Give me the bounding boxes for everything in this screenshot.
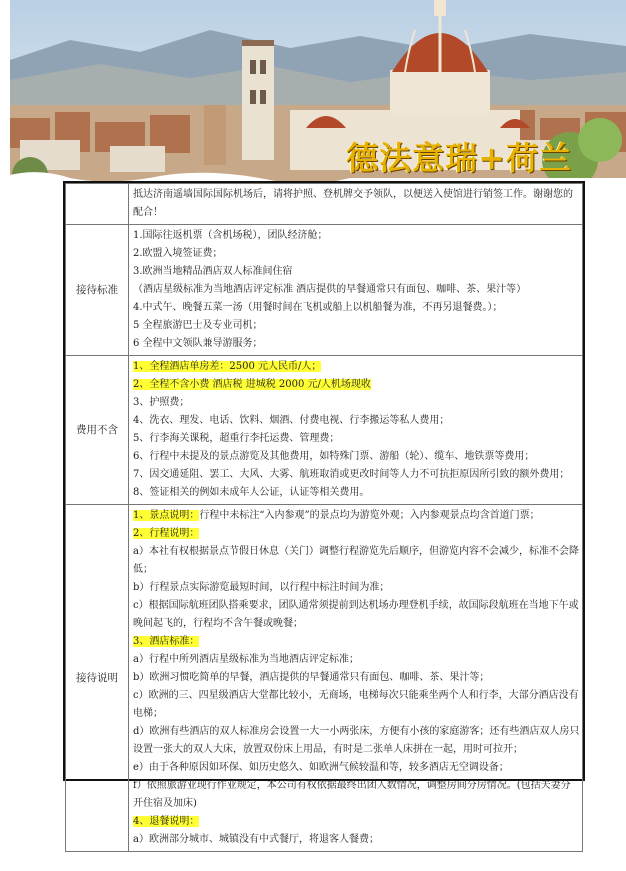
section-line [133,263,580,281]
section-line [133,723,580,759]
section-line [133,633,580,651]
line-text: 行程中未标注“入内参观”的景点均为游览外观；入内参观景点均含首道门票； [199,510,540,521]
line-text: 5 全程旅游巴士及专业司机； [133,320,263,331]
line-text: 4、洗衣、理发、电话、饮料、烟酒、付费电视、行李搬运等私人费用； [133,415,450,426]
section-heading: 接待说明 [66,505,129,852]
section-line [133,430,580,448]
section-line [133,507,580,525]
section-heading: 接待标准 [66,225,129,356]
section-body [129,356,583,505]
line-text: 6、行程中未提及的景点游览及其他费用，如特殊门票、游船（轮）、缆车、地铁票等费用； [133,451,535,462]
highlighted-text: 1、全程酒店单房差：2500 元人民币/人； [133,361,322,372]
section-line [133,227,580,245]
section-row [66,225,583,356]
section-line [133,245,580,263]
highlighted-text: 2、全程不含小费 酒店税 进城税 2000 元/人机场现收 [133,379,371,390]
section-row [66,356,583,505]
section-line [133,813,580,831]
section-line [133,525,580,543]
section-line [133,484,580,502]
intro-head-cell [66,184,129,225]
line-text: a）欧洲部分城市、城镇没有中式餐厅，将退客人餐费； [133,834,379,845]
banner-title: 德法意瑞+荷兰 [346,139,572,177]
section-line [133,597,580,633]
section-line [133,299,580,317]
line-text: 5、行李海关课税，超重行李托运费、管理费； [133,433,340,444]
line-text: 4.中式午、晚餐五菜一汤（用餐时间在飞机或船上以机船餐为准，不再另退餐费。）； [133,302,503,313]
section-line [133,448,580,466]
section-heading: 费用不含 [66,356,129,505]
line-text: 7、因交通延阻、罢工、大风、大雾、航班取消或更改时间等人力不可抗拒原因所引致的额外费用； [133,469,570,480]
section-row [66,505,583,852]
section-line [133,466,580,484]
line-text: b）欧洲习惯吃简单的早餐，酒店提供的早餐通常只有面包、咖啡、茶、果汁等； [133,672,490,683]
highlighted-text: 3、酒店标准： [133,636,200,647]
section-line [133,335,580,353]
section-body [129,225,583,356]
section-line [133,376,580,394]
section-body [129,505,583,852]
section-line [133,831,580,849]
line-text: e）由于各种原因如环保、如历史悠久、如欧洲气候较温和等，较多酒店无空调设备； [133,762,509,773]
section-line [133,317,580,335]
intro-text: 抵达济南遥墙国际国际机场后，请将护照、登机牌交予领队，以便送入使馆进行销签工作。谢谢您的配合！ [129,184,583,225]
section-line [133,281,580,299]
section-line [133,543,580,579]
section-line [133,651,580,669]
highlighted-text: 2、行程说明： [133,528,200,539]
section-line [133,759,580,777]
line-text: c）根据国际航班团队搭乘要求，团队通常须提前到达机场办理登机手续，故国际段航班在当地下午或晚间起飞的，行程均不含午餐或晚餐； [133,600,579,629]
banner-image [10,0,626,200]
section-line [133,669,580,687]
line-text: （酒店星级标准为当地酒店评定标准 酒店提供的早餐通常只有面包、咖啡、茶、果汁等） [133,284,527,295]
section-line [133,412,580,430]
line-text: f）依照旅游业现行作业规定，本公司有权依据最终出团人数情况，调整房间分房情况。(包括夫妻分开住宿及加床) [133,780,571,809]
line-text: 3.欧洲当地精品酒店双人标准间住宿 [133,266,293,277]
itinerary-table [65,183,583,852]
line-text: 2.欧盟入境签证费； [133,248,223,259]
line-text: 6 全程中文领队兼导游服务； [133,338,263,349]
section-line [133,358,580,376]
line-text: c）欧洲的三、四星级酒店大堂都比较小，无商场，电梯每次只能乘坐两个人和行李，大部分酒店没有电梯； [133,690,579,719]
section-line [133,394,580,412]
highlighted-text: 4、退餐说明： [133,816,200,827]
intro-row [66,184,583,225]
line-text: a）本社有权根据景点节假日休息（关门）调整行程游览先后顺序，但游览内容不会减少，标准不会降低； [133,546,579,575]
line-text: 1.国际往返机票（含机场税），团队经济舱； [133,230,328,241]
line-text: 8、签证相关的例如未成年人公证，认证等相关费用。 [133,487,370,498]
line-text: 3、护照费； [133,397,190,408]
highlighted-text: 1、景点说明： [133,510,200,521]
section-line [133,687,580,723]
line-text: b）行程景点实际游览最短时间，以行程中标注时间为准； [133,582,390,593]
section-line [133,777,580,813]
line-text: a）行程中所列酒店星级标准为当地酒店评定标准； [133,654,359,665]
section-line [133,579,580,597]
line-text: d）欧洲有些酒店的双人标准房会设置一大一小两张床，方便有小孩的家庭游客；还有些酒店双人房只设置一张大的双人大床，放置双份床上用品，有时是二张单人床拼在一起，用时可拉开； [133,726,580,755]
